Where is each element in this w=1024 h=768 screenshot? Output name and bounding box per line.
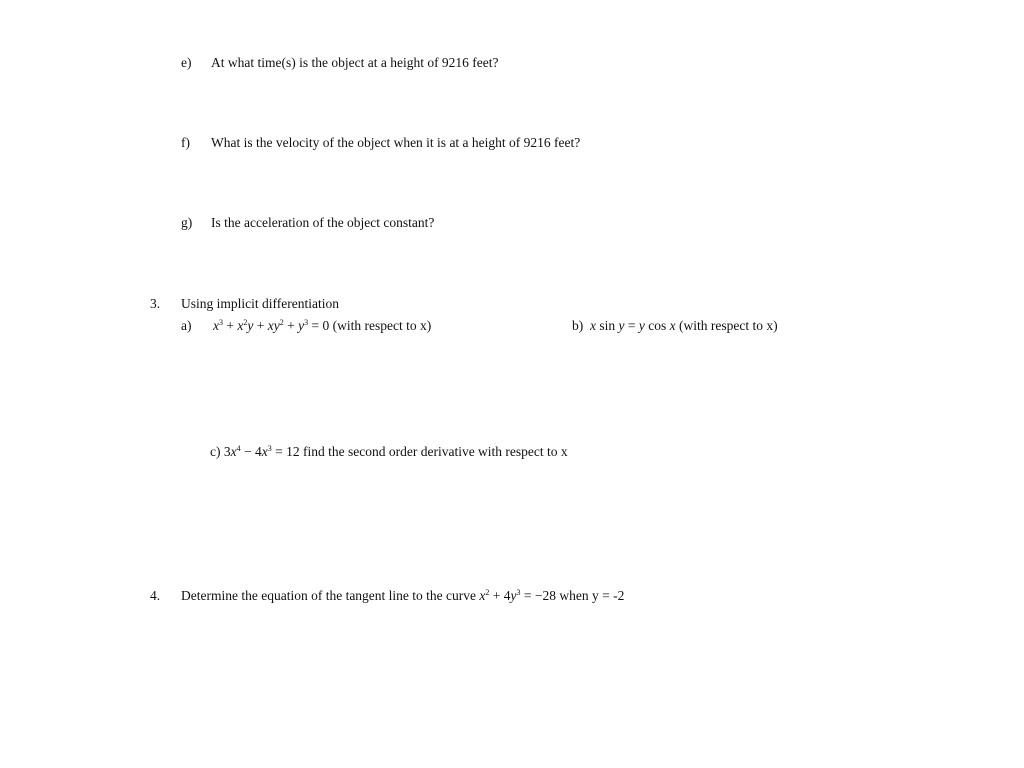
question-g-text: Is the acceleration of the object constant? <box>211 215 435 230</box>
question-3a-suffix: (with respect to x) <box>329 318 432 333</box>
question-3a-equation: $x^3 + x^2y + xy^2 + y^3 = 0$ <box>213 318 330 333</box>
question-3a-label: a) <box>181 318 192 333</box>
question-3b-label: b) <box>572 318 584 333</box>
question-4 <box>150 589 624 603</box>
question-e-text: At what time(s) is the object at a height of 9216 feet? <box>211 55 499 70</box>
question-g <box>181 216 434 230</box>
question-f-label: f) <box>181 135 190 150</box>
question-3c <box>210 445 568 459</box>
question-3-label: 3. <box>150 296 161 311</box>
question-3-text: Using implicit differentiation <box>181 296 339 311</box>
question-3c-equation: $3x^4 - 4x^3 = 12$ <box>223 444 300 459</box>
question-3b-equation: x sin y = y cos x <box>590 318 676 333</box>
question-3b <box>572 319 778 333</box>
question-e-label: e) <box>181 55 192 70</box>
question-g-label: g) <box>181 215 193 230</box>
question-3c-suffix: find the second order derivative with respect to x <box>299 444 568 459</box>
question-3c-label: c) <box>210 444 221 459</box>
question-f-text: What is the velocity of the object when it is at a height of 9216 feet? <box>211 135 581 150</box>
question-4-suffix: when y = -2 <box>556 588 625 603</box>
question-e <box>181 56 499 70</box>
question-f <box>181 136 580 150</box>
question-3a <box>181 319 431 333</box>
question-3b-suffix: (with respect to x) <box>675 318 778 333</box>
question-3 <box>150 297 339 311</box>
question-4-equation: $x^2 + 4y^3 = -28$ <box>479 588 557 603</box>
question-4-text: Determine the equation of the tangent line to the curve <box>181 588 480 603</box>
question-4-label: 4. <box>150 588 161 603</box>
